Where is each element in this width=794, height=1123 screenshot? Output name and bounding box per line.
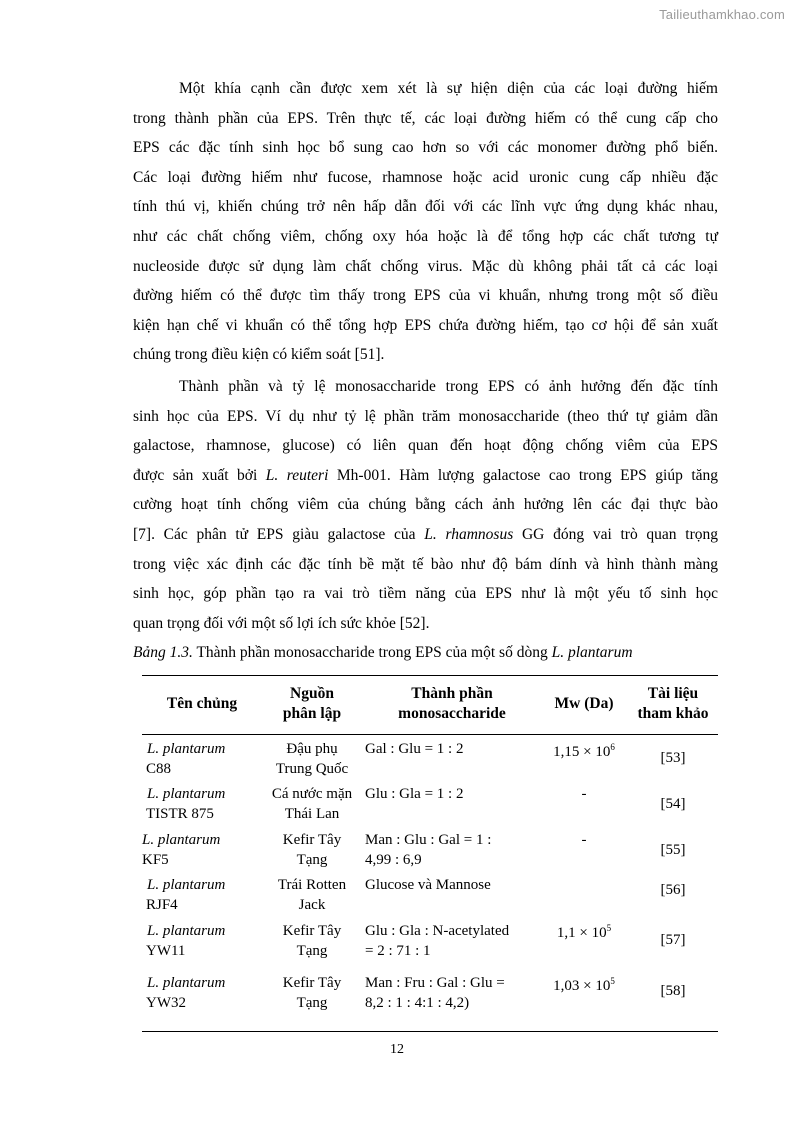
table-cell-source bbox=[256, 921, 368, 961]
mw-value: - bbox=[581, 832, 587, 848]
species-name: L. reuteri bbox=[265, 466, 329, 484]
header-line: Thành phần bbox=[411, 685, 493, 702]
table-caption bbox=[133, 644, 633, 662]
species-name: L. plantarum bbox=[147, 741, 226, 757]
species-name: L. rhamnosus bbox=[424, 525, 514, 543]
cell-line: Jack bbox=[298, 897, 326, 913]
header-line: tham khảo bbox=[637, 705, 709, 722]
cell-line: Trái Rotten bbox=[277, 877, 347, 893]
cell-line: Kefir Tây bbox=[282, 923, 342, 939]
species-name: L. plantarum bbox=[551, 644, 633, 661]
strain-code: RJF4 bbox=[146, 897, 178, 913]
table-cell-strain bbox=[146, 784, 256, 824]
paragraph-line bbox=[133, 520, 718, 550]
table-cell-composition bbox=[365, 875, 541, 895]
table-cell-mw bbox=[541, 742, 627, 762]
table-cell-ref: [58] bbox=[660, 983, 686, 999]
header-line: monosaccharide bbox=[398, 705, 506, 722]
table-cell-composition bbox=[365, 830, 541, 870]
paragraph-line: nucleoside được sử dụng làm chất chống virus. Mặc dù không phải tất cả các loại bbox=[133, 257, 718, 275]
paragraph-line: Một khía cạnh cần được xem xét là sự hiện diện của các loại đường hiếm bbox=[179, 80, 718, 97]
cell-line: Cá nước mặn bbox=[271, 786, 353, 802]
cell-line: = 2 : 71 : 1 bbox=[365, 943, 431, 959]
header-ref bbox=[628, 684, 718, 724]
paragraph-2 bbox=[133, 372, 718, 638]
cell-line: Kefir Tây bbox=[282, 975, 342, 991]
text-segment: GG đóng vai trò quan trọng bbox=[513, 525, 718, 543]
table-cell-composition bbox=[365, 973, 541, 1013]
table-top-rule bbox=[142, 675, 718, 676]
table-cell-strain bbox=[146, 921, 256, 961]
cell-line: Man : Glu : Gal = 1 : bbox=[365, 832, 492, 848]
cell-line: Tạng bbox=[296, 995, 328, 1011]
cell-line: Glu : Gla = 1 : 2 bbox=[365, 786, 464, 802]
cell-line: Kefir Tây bbox=[282, 832, 342, 848]
species-name: L. plantarum bbox=[147, 877, 226, 893]
table-cell-ref: [54] bbox=[660, 796, 686, 812]
table-cell-source bbox=[256, 875, 368, 915]
table-cell-mw bbox=[541, 923, 627, 943]
mw-value: 1,15 × 10 bbox=[553, 744, 611, 760]
table-cell-composition bbox=[365, 784, 541, 804]
paragraph-1 bbox=[133, 74, 718, 370]
cell-line: 8,2 : 1 : 4:1 : 4,2) bbox=[365, 995, 470, 1011]
table-cell-strain bbox=[142, 830, 256, 870]
mw-value: - bbox=[581, 786, 587, 802]
cell-line: Tạng bbox=[296, 852, 328, 868]
paragraph-line: quan trọng đối với một số lợi ích sức khỏe [52]. bbox=[133, 614, 430, 632]
cell-line: Glucose và Mannose bbox=[365, 877, 491, 893]
text-segment: được sản xuất bởi bbox=[133, 466, 266, 484]
table-cell-mw bbox=[541, 830, 627, 850]
mw-value: 1,03 × 10 bbox=[553, 978, 611, 994]
header-line: Nguồn bbox=[290, 685, 334, 702]
header-strain: Tên chủng bbox=[166, 695, 238, 712]
paragraph-line: kiện hạn chế vi khuẩn có thể tổng hợp EPS chứa đường hiếm, tạo cơ hội để sản xuất bbox=[133, 316, 718, 334]
table-cell-source bbox=[256, 973, 368, 1013]
species-name: L. plantarum bbox=[142, 832, 221, 848]
paragraph-line: EPS các đặc tính sinh học bổ sung cao hơn so với các monomer đường phổ biến. bbox=[133, 139, 718, 157]
paragraph-line: Các loại đường hiếm như fucose, rhamnose hoặc acid uronic cung cấp nhiều đặc bbox=[133, 168, 718, 186]
table-bottom-rule bbox=[142, 1031, 718, 1032]
strain-code: YW32 bbox=[146, 995, 186, 1011]
table-cell-source bbox=[256, 739, 368, 779]
paragraph-line: cường hoạt tính chống viêm của chúng bằng cách ảnh hưởng lên các đại thực bào bbox=[133, 496, 718, 514]
mw-exponent: 5 bbox=[610, 976, 615, 986]
species-name: L. plantarum bbox=[147, 786, 226, 802]
table-cell-strain bbox=[146, 875, 256, 915]
header-source bbox=[256, 684, 368, 724]
header-line: Tài liệu bbox=[647, 685, 699, 702]
paragraph-line: chúng trong điều kiện có kiểm soát [51]. bbox=[133, 346, 385, 364]
table-cell-composition bbox=[365, 739, 541, 759]
paragraph-line bbox=[133, 461, 718, 491]
table-header-rule bbox=[142, 734, 718, 735]
cell-line: Tạng bbox=[296, 943, 328, 959]
text-segment: [7]. Các phân tử EPS giàu galactose của bbox=[133, 525, 425, 543]
header-composition bbox=[364, 684, 540, 724]
header-line: phân lập bbox=[282, 705, 342, 722]
table-cell-source bbox=[256, 784, 368, 824]
paragraph-line: sinh học, góp phần tạo ra vai trò tiềm năng của EPS như là một yếu tố sinh học bbox=[133, 585, 718, 603]
cell-line: Man : Fru : Gal : Glu = bbox=[365, 975, 505, 991]
species-name: L. plantarum bbox=[147, 975, 226, 991]
paragraph-line: Thành phần và tỷ lệ monosaccharide trong EPS có ảnh hưởng đến đặc tính bbox=[179, 378, 718, 395]
cell-line: Đậu phụ bbox=[286, 741, 338, 757]
table-cell-strain bbox=[146, 973, 256, 1013]
header-mw: Mw (Da) bbox=[554, 695, 614, 712]
paragraph-line: trong thành phần của EPS. Trên thực tế, các loại đường hiếm có thể cung cấp cho bbox=[133, 109, 718, 127]
mw-exponent: 6 bbox=[610, 742, 615, 752]
table-cell-ref: [56] bbox=[660, 882, 686, 898]
caption-label: Bảng 1.3. bbox=[133, 644, 193, 661]
paragraph-line: như các chất chống viêm, chống oxy hóa hoặc là để tổng hợp các chất tương tự bbox=[133, 227, 718, 245]
table-cell-strain bbox=[146, 739, 256, 779]
table-cell-ref: [57] bbox=[660, 932, 686, 948]
paragraph-line: tính thú vị, khiến chúng trở nên hấp dẫn đối với các lĩnh vực ứng dụng khác nhau, bbox=[133, 198, 718, 216]
table-cell-composition bbox=[365, 921, 541, 961]
paragraph-line: trong việc xác định các đặc tính bề mặt tế bào như độ bám dính và hình thành màng bbox=[133, 555, 718, 573]
strain-code: C88 bbox=[146, 761, 172, 777]
species-name: L. plantarum bbox=[147, 923, 226, 939]
paragraph-line: đường hiếm có thể được tìm thấy trong EPS của vi khuẩn, nhưng trong một số điều bbox=[133, 287, 718, 305]
strain-code: KF5 bbox=[142, 852, 169, 868]
table-cell-ref: [53] bbox=[660, 750, 686, 766]
cell-line: 4,99 : 6,9 bbox=[365, 852, 422, 868]
cell-line: Glu : Gla : N-acetylated bbox=[365, 923, 510, 939]
table-cell-mw bbox=[541, 976, 627, 996]
table-cell-mw bbox=[541, 784, 627, 804]
strain-code: YW11 bbox=[146, 943, 186, 959]
text-segment: Mh-001. Hàm lượng galactose cao trong EPS giúp tăng bbox=[328, 466, 719, 484]
mw-exponent: 5 bbox=[606, 923, 612, 933]
paragraph-line: sinh học của EPS. Ví dụ như tỷ lệ phần trăm monosaccharide (theo thứ tự giảm dần bbox=[133, 407, 718, 425]
page-number: 12 bbox=[390, 1042, 404, 1057]
table-cell-source bbox=[256, 830, 368, 870]
cell-line: Gal : Glu = 1 : 2 bbox=[365, 741, 464, 757]
caption-text: Thành phần monosaccharide trong EPS của một số dòng bbox=[192, 644, 552, 661]
paragraph-line: galactose, rhamnose, glucose) có liên quan đến hoạt động chống viêm của EPS bbox=[133, 437, 718, 455]
strain-code: TISTR 875 bbox=[146, 806, 214, 822]
cell-line: Thái Lan bbox=[284, 806, 340, 822]
cell-line: Trung Quốc bbox=[275, 761, 349, 777]
table-cell-ref: [55] bbox=[660, 842, 686, 858]
mw-value: 1,1 × 10 bbox=[556, 925, 607, 941]
watermark: Tailieuthamkhao.com bbox=[659, 7, 785, 22]
